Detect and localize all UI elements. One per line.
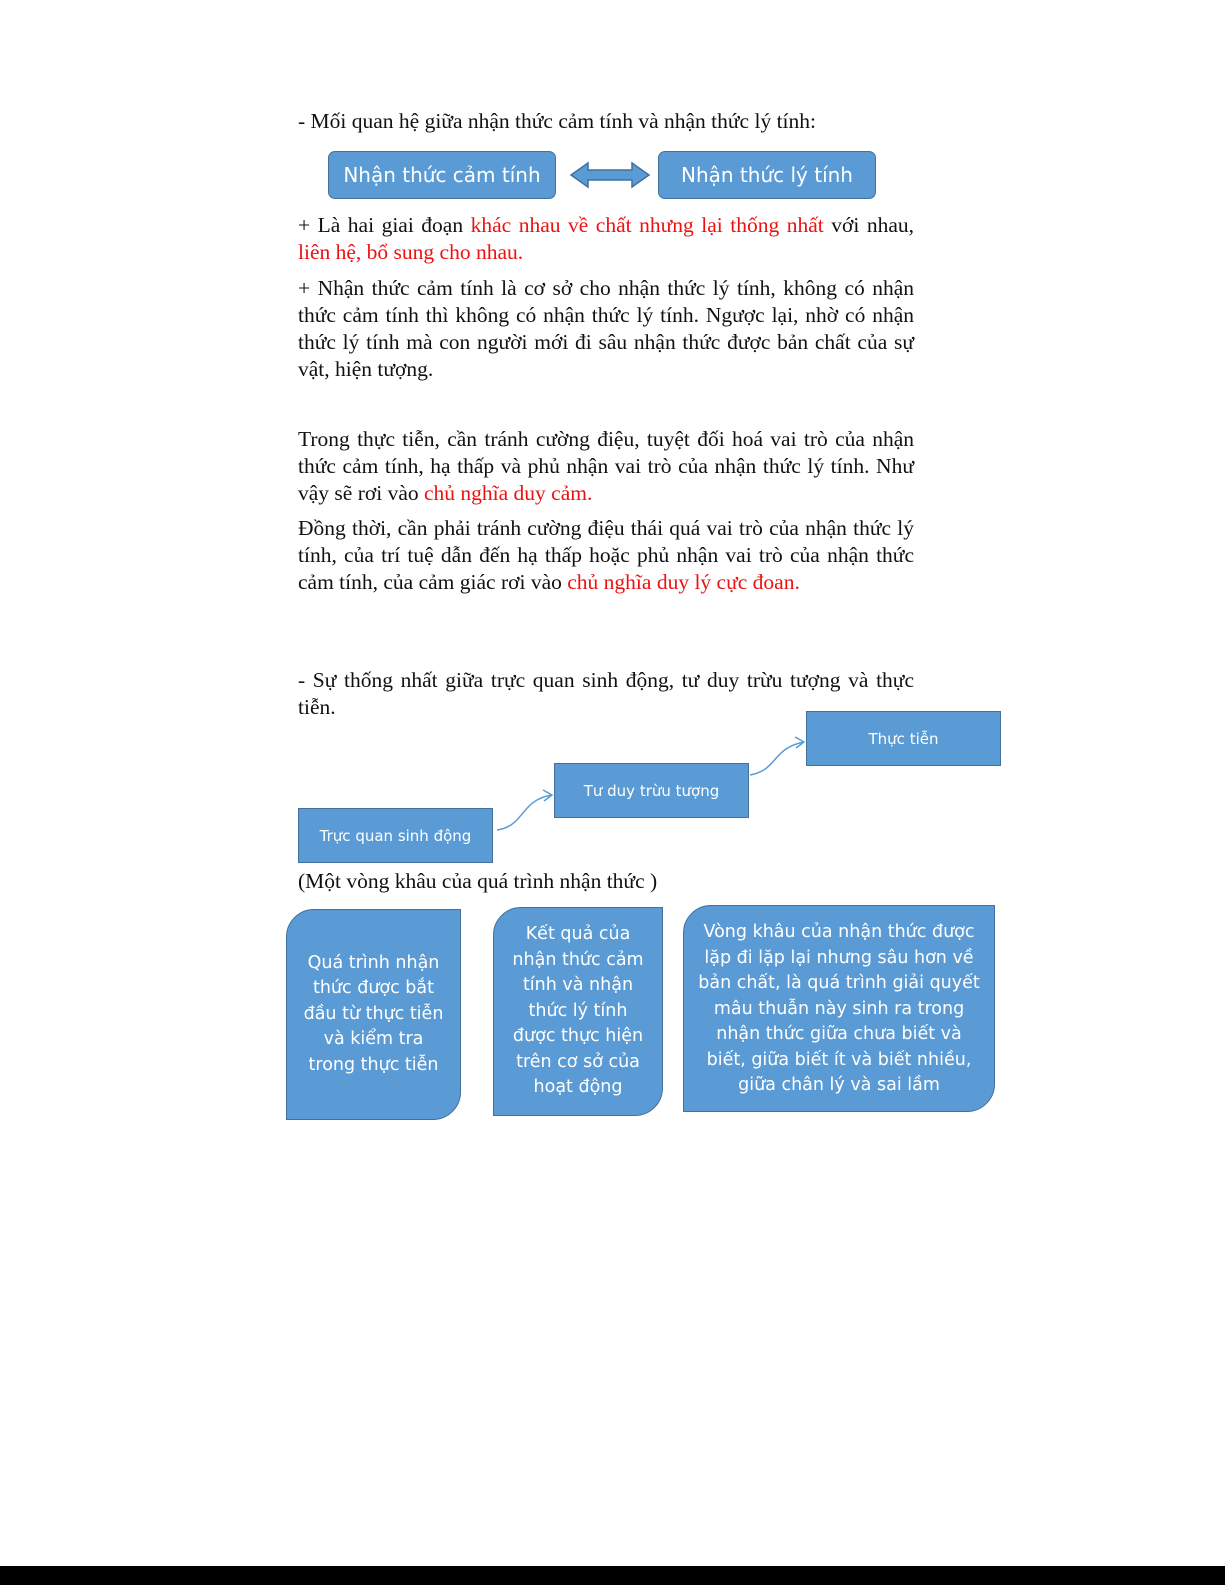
note-box-cognition-result: Kết quả của nhận thức cảm tính và nhận thức lý tính được thực hiện trên cơ sở của hoạt động: [493, 907, 663, 1116]
note-box-practice-origin: Quá trình nhận thức được bắt đầu từ thực tiễn và kiểm tra trong thực tiễn: [286, 909, 461, 1120]
section1-paragraph-1: [298, 212, 914, 266]
s2p2-highlight: chủ nghĩa duy lý cực đoan.: [567, 570, 800, 594]
s2p1-highlight: chủ nghĩa duy cảm.: [424, 481, 593, 505]
s2p1-text: Trong thực tiễn, cần tránh cường điệu, tuyệt đối hoá vai trò của nhận thức cảm tính, hạ thấp và phủ nhận vai trò của nhận thức lý tính. Như vậy sẽ rơi vào: [298, 427, 914, 505]
section3-heading: - Sự thống nhất giữa trực quan sinh động, tư duy trừu tượng và thực tiễn.: [298, 668, 914, 719]
flow-box-perception: Trực quan sinh động: [298, 808, 493, 863]
box-rational-cognition: Nhận thức lý tính: [658, 151, 876, 199]
p1-highlight-1: khác nhau về chất nhưng lại thống nhất: [470, 213, 824, 237]
p1-text-c: với nhau,: [823, 213, 914, 237]
section2-paragraph-2: [298, 515, 914, 596]
box-sensory-cognition: Nhận thức cảm tính: [328, 151, 556, 199]
section1-heading: - Mối quan hệ giữa nhận thức cảm tính và nhận thức lý tính:: [298, 109, 816, 133]
section1-paragraph-2: + Nhận thức cảm tính là cơ sở cho nhận thức lý tính, không có nhận thức cảm tính thì không có nhận thức lý tính. Ngược lại, nhờ có nhận thức lý tính mà con người mới đi sâu nhận thức được bản chất của sự vật, hiện tượng.: [298, 276, 914, 381]
page-bottom-border: [0, 1566, 1225, 1585]
diagram-caption: (Một vòng khâu của quá trình nhận thức ): [298, 869, 658, 893]
p1-highlight-2: liên hệ, bổ sung cho nhau.: [298, 240, 524, 264]
s2p2-text: Đồng thời, cần phải tránh cường điệu thái quá vai trò của nhận thức lý tính, của trí tuệ dẫn đến hạ thấp hoặc phủ nhận vai trò của nhận thức cảm tính, của cảm giác rơi vào: [298, 516, 914, 594]
flow-box-abstract-thinking: Tư duy trừu tượng: [554, 763, 749, 818]
curved-arrow-icon: [497, 795, 552, 830]
note-box-cognition-cycle: Vòng khâu của nhận thức được lặp đi lặp lại nhưng sâu hơn về bản chất, là quá trình giải quyết mâu thuẫn này sinh ra trong nhận thức giữa chưa biết và biết, giữa biết ít và biết nhiều, giữa chân lý và sai lầm: [683, 905, 995, 1112]
flow-box-practice: Thực tiễn: [806, 711, 1001, 766]
p1-text-a: + Là hai giai đoạn: [298, 213, 471, 237]
section2-paragraph-1: [298, 426, 914, 507]
curved-arrow-icon: [750, 742, 804, 775]
